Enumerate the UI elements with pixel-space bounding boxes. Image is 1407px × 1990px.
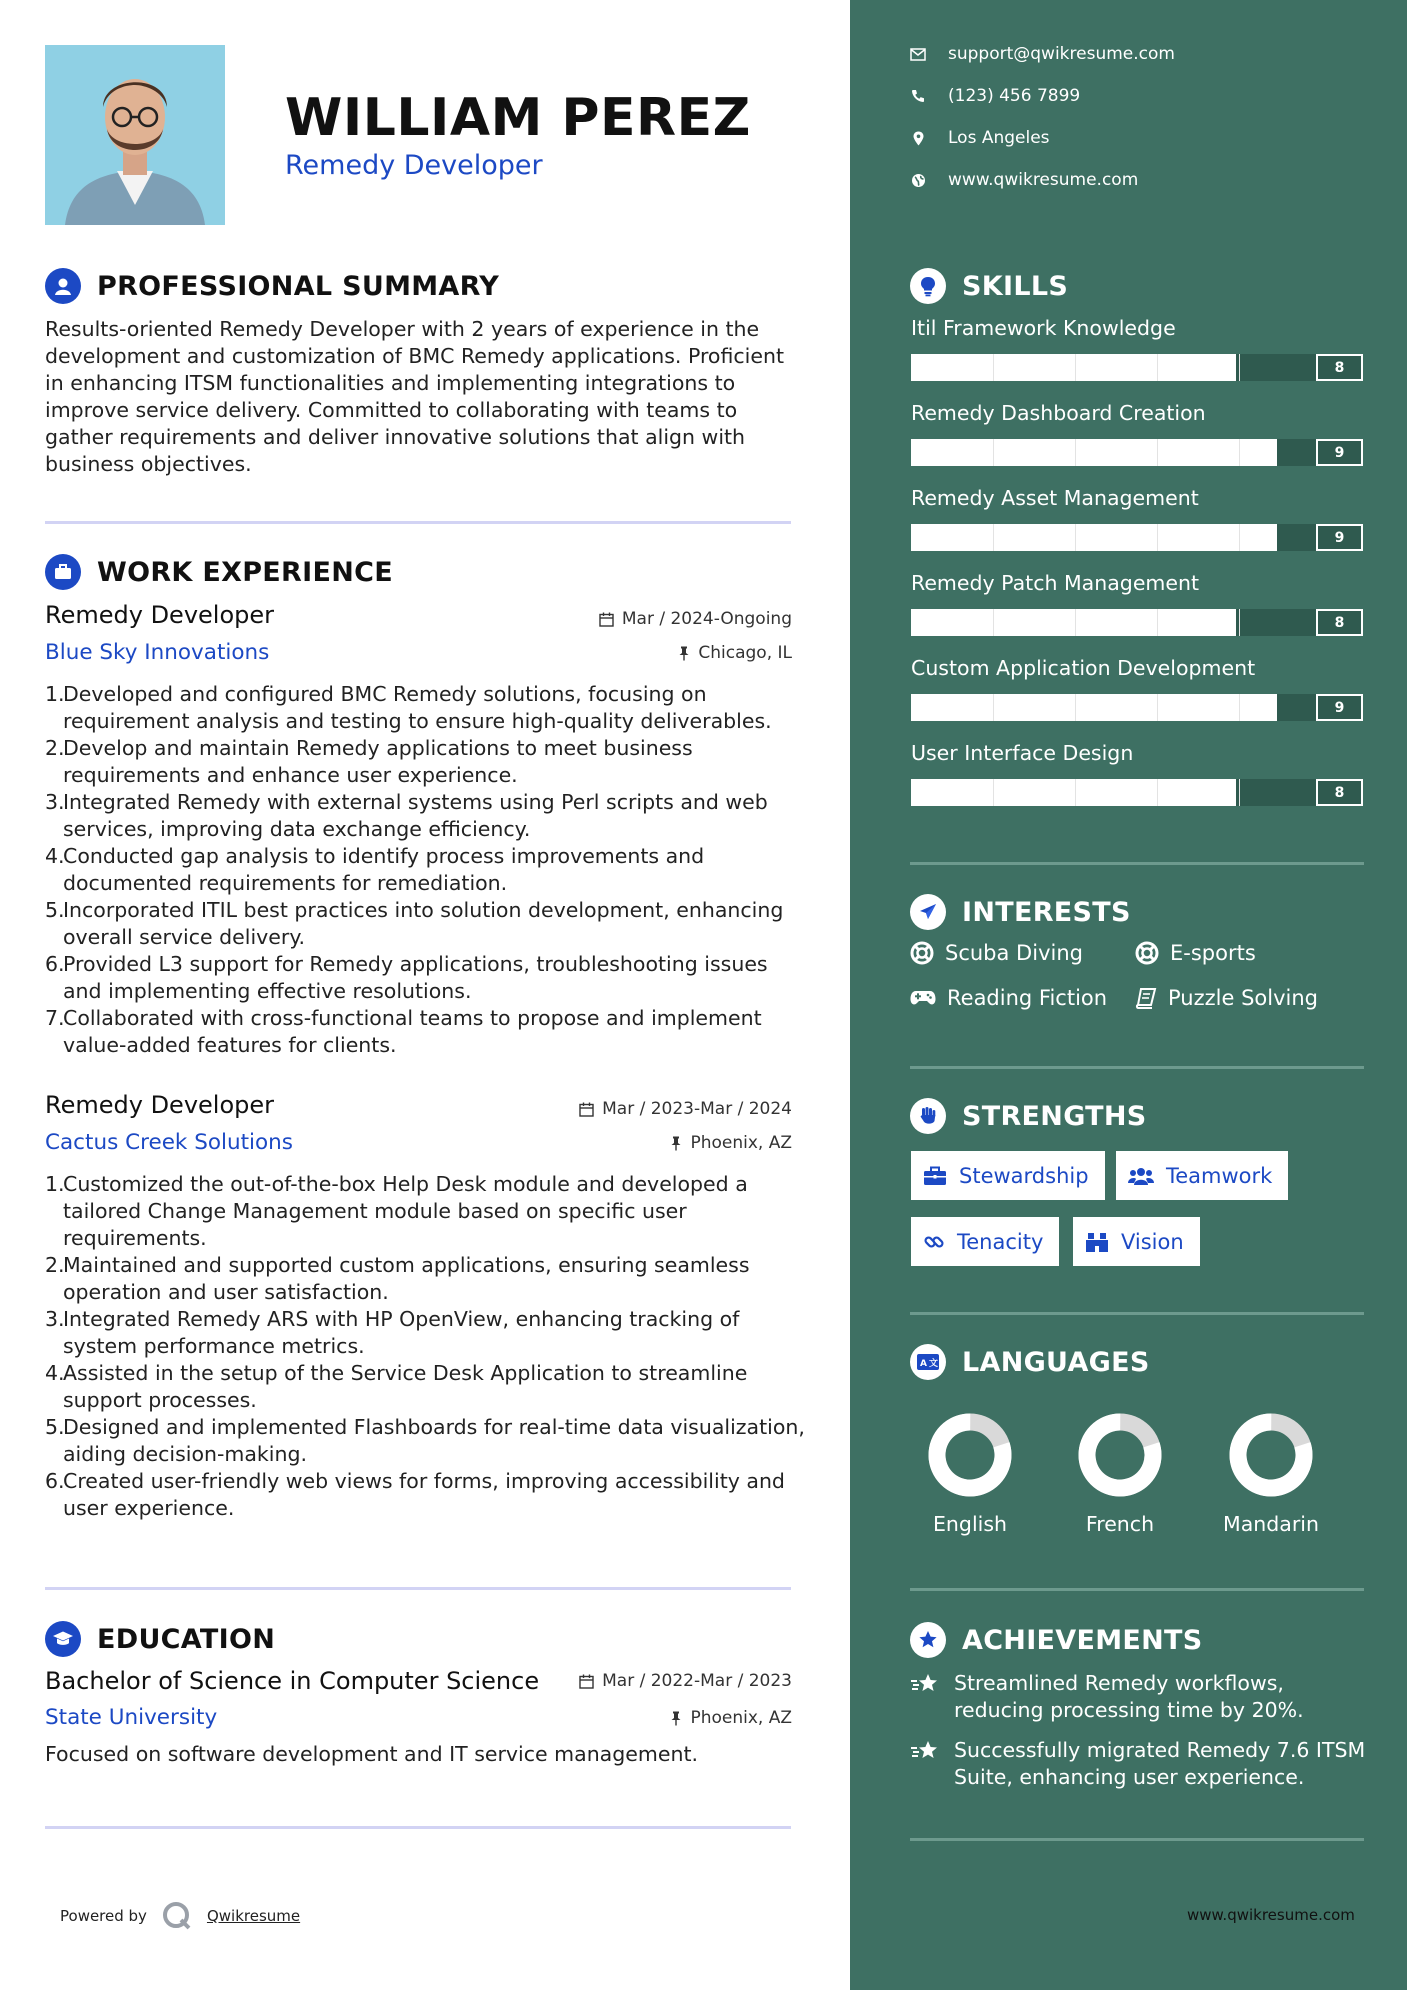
skill-bar-fill xyxy=(911,779,1236,806)
life-ring-icon xyxy=(910,941,934,965)
job-bullets xyxy=(45,681,805,1059)
divider xyxy=(910,1312,1364,1315)
job-location-text: Phoenix, AZ xyxy=(690,1133,792,1153)
interests-heading: INTERESTS xyxy=(962,896,1131,928)
skill-bar-segment xyxy=(1075,354,1076,381)
skill-bar-segment xyxy=(1157,524,1158,551)
footer-powered-by xyxy=(60,1900,300,1932)
fist-icon xyxy=(910,1098,946,1134)
experience-heading: WORK EXPERIENCE xyxy=(97,556,393,588)
divider xyxy=(910,1838,1364,1841)
divider xyxy=(45,1826,791,1829)
experience-section-header xyxy=(45,554,393,590)
phone-text: (123) 456 7899 xyxy=(948,86,1081,106)
skills-heading: SKILLS xyxy=(962,270,1069,302)
strengths-section-header xyxy=(910,1098,1147,1134)
email-text: support@qwikresume.com xyxy=(948,44,1175,64)
strength-tag: Stewardship xyxy=(911,1151,1105,1200)
skill-bar-segment xyxy=(993,694,994,721)
skill-bar-segment xyxy=(1239,609,1240,636)
skill-bar-segment xyxy=(1075,694,1076,721)
divider xyxy=(910,1066,1364,1069)
skill-label: User Interface Design xyxy=(911,741,1134,765)
briefcase-icon xyxy=(45,554,81,590)
education-section-header xyxy=(45,1621,275,1657)
job-dates-text: Mar / 2023-Mar / 2024 xyxy=(602,1099,792,1119)
calendar-icon xyxy=(599,612,614,627)
svg-text:A: A xyxy=(920,1359,927,1369)
skill-bar-segment xyxy=(993,439,994,466)
company-name: Blue Sky Innovations xyxy=(45,640,270,665)
briefcase-icon xyxy=(923,1166,947,1186)
language-donut xyxy=(1221,1405,1321,1509)
language-label: French xyxy=(1085,1512,1155,1536)
summary-section-header xyxy=(45,268,499,304)
education-heading: EDUCATION xyxy=(97,1623,276,1655)
star-badge-icon xyxy=(910,1622,946,1658)
summary-heading: PROFESSIONAL SUMMARY xyxy=(97,270,500,302)
interests-section-header xyxy=(910,894,1131,930)
interest-item: Reading Fiction xyxy=(910,986,1107,1010)
skill-score: 8 xyxy=(1316,354,1363,381)
graduation-cap-icon xyxy=(45,1621,81,1657)
skill-score: 9 xyxy=(1316,694,1363,721)
job-title: Remedy Developer xyxy=(45,601,275,629)
strength-tag: Teamwork xyxy=(1116,1151,1288,1200)
users-icon xyxy=(1128,1166,1154,1186)
skill-score: 8 xyxy=(1316,609,1363,636)
pin-icon xyxy=(670,1711,682,1726)
skill-bar-segment xyxy=(1239,694,1240,721)
list-item: 1. Customized the out-of-the-box Help Desk module and developed a tailored Change Management module based on specific user requirements. xyxy=(45,1172,748,1250)
skill-label: Custom Application Development xyxy=(911,656,1256,680)
candidate-name: WILLIAM PEREZ xyxy=(285,88,751,148)
achievements-section-header xyxy=(910,1622,1203,1658)
education-dates xyxy=(579,1671,792,1691)
divider xyxy=(45,521,791,524)
list-item: 3. Integrated Remedy ARS with HP OpenView, enhancing tracking of system performance metrics. xyxy=(45,1307,740,1358)
list-item: 2. Develop and maintain Remedy applications to meet business requirements and enhance user experience. xyxy=(45,736,693,787)
link-icon xyxy=(923,1231,945,1253)
achievement-item: Successfully migrated Remedy 7.6 ITSM Suite, enhancing user experience. xyxy=(910,1737,1370,1791)
skill-bar xyxy=(911,439,1317,466)
skill-bar-fill xyxy=(911,694,1277,721)
skill-bar xyxy=(911,779,1317,806)
achievements-heading: ACHIEVEMENTS xyxy=(962,1624,1203,1656)
interest-item: Puzzle Solving xyxy=(1135,986,1318,1010)
languages-heading: LANGUAGES xyxy=(962,1346,1150,1378)
candidate-title: Remedy Developer xyxy=(285,150,543,181)
list-item: 4. Assisted in the setup of the Service Desk Application to streamline support processes. xyxy=(45,1361,748,1412)
paper-plane-icon xyxy=(910,894,946,930)
skill-score: 9 xyxy=(1316,524,1363,551)
school-name: State University xyxy=(45,1705,218,1730)
skill-label: Remedy Patch Management xyxy=(911,571,1200,595)
pin-icon xyxy=(670,1136,682,1151)
footer-website[interactable]: www.qwikresume.com xyxy=(1187,1906,1355,1924)
skill-bar-segment xyxy=(1075,609,1076,636)
skill-bar-segment xyxy=(1239,779,1240,806)
skill-label: Itil Framework Knowledge xyxy=(911,316,1176,340)
phone-icon xyxy=(910,89,926,103)
skill-bar-segment xyxy=(993,524,994,551)
interest-item: E-sports xyxy=(1135,941,1256,965)
skill-bar xyxy=(911,694,1317,721)
skills-section-header xyxy=(910,268,1068,304)
profile-photo xyxy=(45,45,225,225)
map-marker-icon xyxy=(910,131,926,146)
job-dates xyxy=(599,609,792,629)
star-icon xyxy=(910,1737,940,1791)
strength-tag: Vision xyxy=(1073,1217,1200,1266)
contact-email[interactable] xyxy=(910,44,1175,64)
skill-label: Remedy Asset Management xyxy=(911,486,1199,510)
skill-bar-segment xyxy=(1075,524,1076,551)
education-location-text: Phoenix, AZ xyxy=(690,1708,792,1728)
contact-location xyxy=(910,128,1050,148)
achievement-item: Streamlined Remedy workflows, reducing processing time by 20%. xyxy=(910,1670,1370,1724)
contact-website[interactable] xyxy=(910,170,1138,190)
job-location xyxy=(678,643,792,663)
education-description: Focused on software development and IT service management. xyxy=(45,1742,698,1766)
list-item: 7. Collaborated with cross-functional teams to propose and implement value-added features for clients. xyxy=(45,1006,762,1057)
list-item: 4. Conducted gap analysis to identify process improvements and documented requirements for remediation. xyxy=(45,844,705,895)
job-dates-text: Mar / 2024-Ongoing xyxy=(621,609,792,629)
job-title: Remedy Developer xyxy=(45,1091,275,1119)
list-item: 2. Maintained and supported custom applications, ensuring seamless operation and user satisfaction. xyxy=(45,1253,750,1304)
degree-title: Bachelor of Science in Computer Science xyxy=(45,1667,540,1695)
skill-bar-segment xyxy=(1157,609,1158,636)
life-ring-icon xyxy=(1135,941,1159,965)
qwikresume-logo-icon xyxy=(161,1900,193,1932)
interest-item: Scuba Diving xyxy=(910,941,1083,965)
skill-label: Remedy Dashboard Creation xyxy=(911,401,1206,425)
language-label: English xyxy=(932,1512,1008,1536)
calendar-icon xyxy=(579,1674,594,1689)
list-item: 5. Designed and implemented Flashboards for real-time data visualization, aiding decision-making. xyxy=(45,1415,805,1466)
skill-bar-segment xyxy=(1239,439,1240,466)
gamepad-icon xyxy=(910,989,936,1007)
list-item: 6. Provided L3 support for Remedy applications, troubleshooting issues and implementing effective resolutions. xyxy=(45,952,768,1003)
powered-by-label: Powered by xyxy=(60,1907,147,1925)
skill-bar-segment xyxy=(1157,439,1158,466)
skill-score: 9 xyxy=(1316,439,1363,466)
strengths-heading: STRENGTHS xyxy=(962,1100,1147,1132)
pin-icon xyxy=(678,646,690,661)
languages-section-header xyxy=(910,1344,1150,1380)
envelope-icon xyxy=(910,48,926,61)
language-label: Mandarin xyxy=(1223,1512,1319,1536)
language-icon xyxy=(910,1344,946,1380)
education-dates-text: Mar / 2022-Mar / 2023 xyxy=(602,1671,792,1691)
skill-bar-segment xyxy=(1239,354,1240,381)
skill-bar-segment xyxy=(1157,694,1158,721)
skill-bar-segment xyxy=(1075,439,1076,466)
divider xyxy=(910,1588,1364,1591)
summary-text: Results-oriented Remedy Developer with 2 years of experience in the development and customization of BMC Remedy applications. Proficient in enhancing ITSM functionalities and implementing integrations to improve service delivery. Committed to collaborating with teams to gather requirements and deliver innovative solutions that align with business objectives. xyxy=(45,317,785,476)
lightbulb-icon xyxy=(910,268,946,304)
book-icon xyxy=(1135,987,1157,1009)
education-location xyxy=(670,1708,792,1728)
website-text: www.qwikresume.com xyxy=(948,170,1139,190)
job-bullets xyxy=(45,1171,805,1522)
skill-bar-fill xyxy=(911,524,1277,551)
list-item: 3. Integrated Remedy with external systems using Perl scripts and web services, improving data exchange efficiency. xyxy=(45,790,768,841)
skill-score: 8 xyxy=(1316,779,1363,806)
binoculars-icon xyxy=(1085,1231,1109,1253)
skill-bar-segment xyxy=(993,779,994,806)
job-location-text: Chicago, IL xyxy=(698,643,792,663)
list-item: 6. Created user-friendly web views for forms, improving accessibility and user experience. xyxy=(45,1469,785,1520)
language-donut xyxy=(1070,1405,1170,1509)
star-icon xyxy=(910,1670,940,1724)
skill-bar-segment xyxy=(1239,524,1240,551)
language-donut xyxy=(920,1405,1020,1509)
skill-bar xyxy=(911,609,1317,636)
skill-bar-fill xyxy=(911,609,1236,636)
svg-text:文: 文 xyxy=(929,1359,939,1369)
skill-bar-segment xyxy=(1157,779,1158,806)
skill-bar xyxy=(911,524,1317,551)
job-location xyxy=(670,1133,792,1153)
brand-link[interactable]: Qwikresume xyxy=(206,1907,301,1925)
location-text: Los Angeles xyxy=(948,128,1050,148)
job-dates xyxy=(579,1099,792,1119)
skill-bar-segment xyxy=(1075,779,1076,806)
skill-bar-segment xyxy=(1157,354,1158,381)
contact-phone[interactable] xyxy=(910,86,1080,106)
skill-bar-fill xyxy=(911,439,1277,466)
company-name: Cactus Creek Solutions xyxy=(45,1130,294,1155)
calendar-icon xyxy=(579,1102,594,1117)
divider xyxy=(45,1587,791,1590)
skill-bar xyxy=(911,354,1317,381)
divider xyxy=(910,862,1364,865)
strength-tag: Tenacity xyxy=(911,1217,1059,1266)
globe-icon xyxy=(910,173,926,188)
skill-bar-fill xyxy=(911,354,1236,381)
list-item: 1. Developed and configured BMC Remedy solutions, focusing on requirement analysis and testing to ensure high-quality deliverables. xyxy=(45,682,772,733)
skill-bar-segment xyxy=(993,354,994,381)
user-icon xyxy=(45,268,81,304)
skill-bar-segment xyxy=(993,609,994,636)
list-item: 5. Incorporated ITIL best practices into solution development, enhancing overall service delivery. xyxy=(45,898,784,949)
